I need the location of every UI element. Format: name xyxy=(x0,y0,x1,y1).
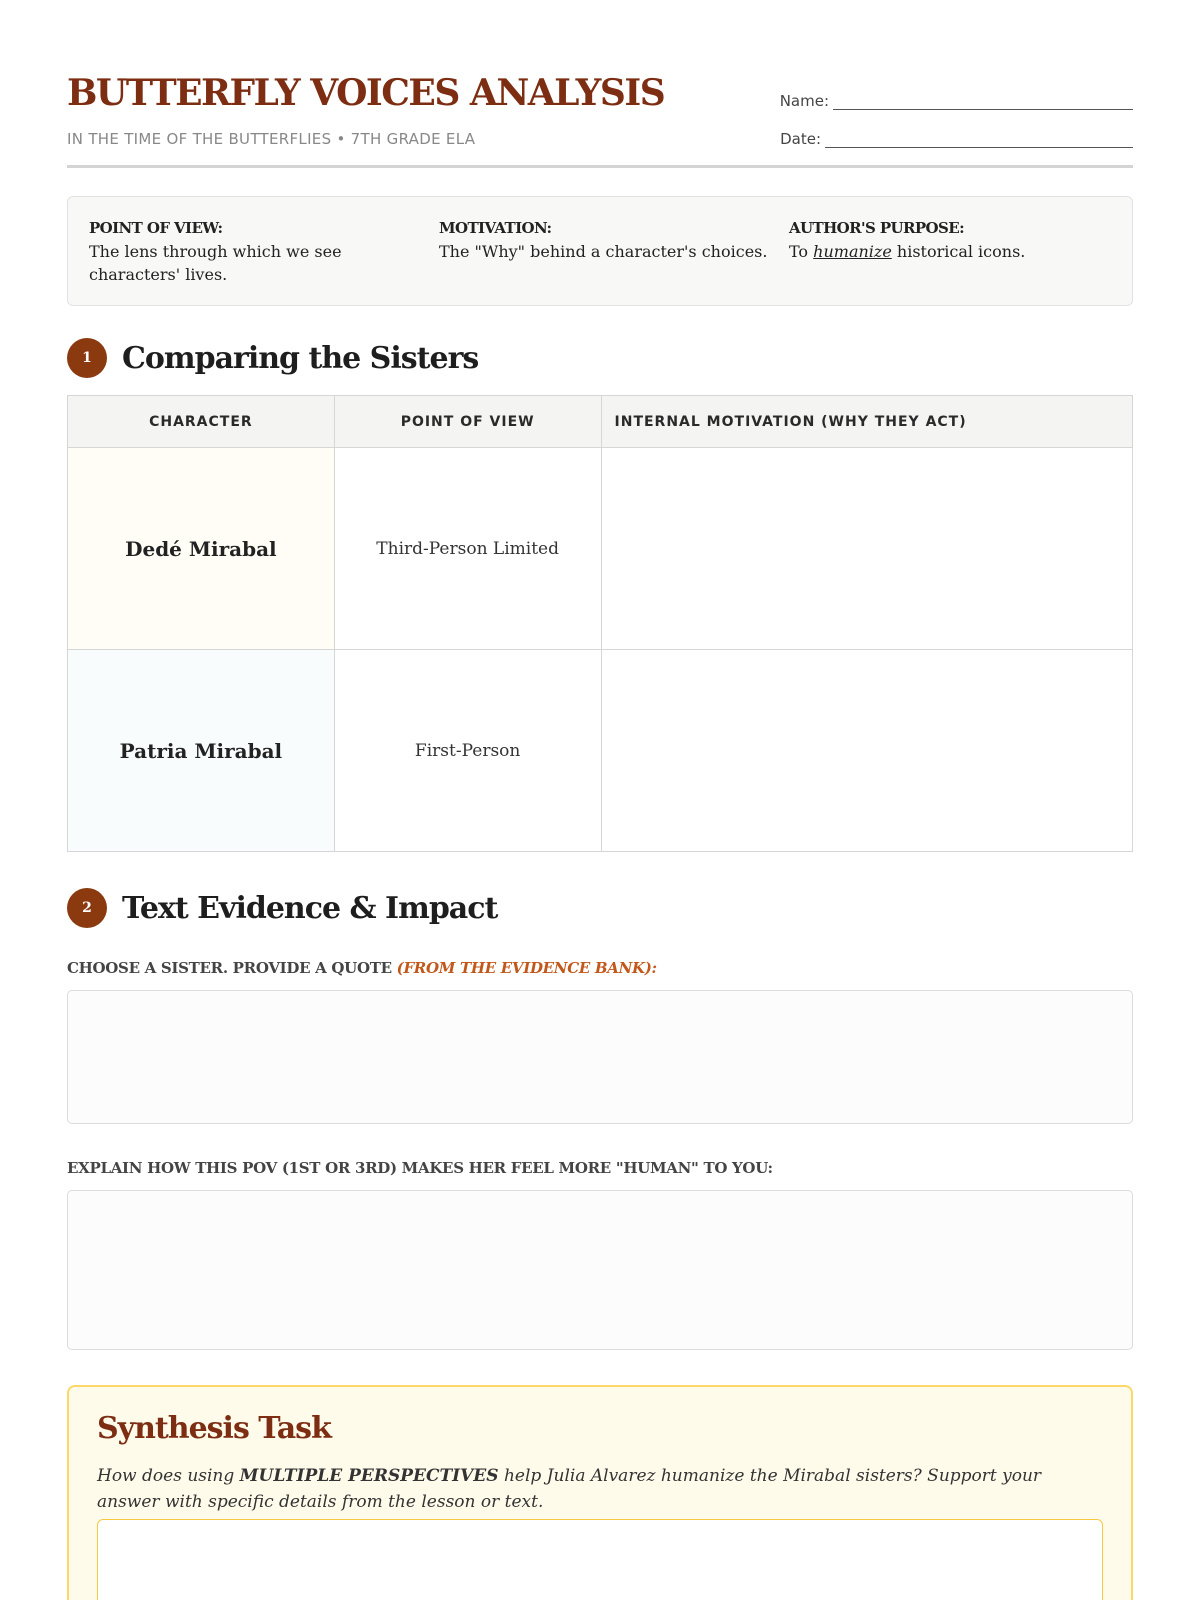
quote-answer-box[interactable] xyxy=(67,990,1133,1124)
quote-prompt-text: CHOOSE A SISTER. PROVIDE A QUOTE xyxy=(67,959,392,977)
worksheet-subtitle: IN THE TIME OF THE BUTTERFLIES • 7TH GRADE ELA xyxy=(67,130,476,148)
definition-emphasis: humanize xyxy=(813,242,892,261)
definition-point-of-view xyxy=(89,217,359,286)
comparison-table xyxy=(67,395,1133,852)
synthesis-title: Synthesis Task xyxy=(97,1411,331,1446)
quote-prompt-colon: : xyxy=(651,959,657,977)
table-header-row xyxy=(68,396,1133,448)
column-header-motivation: INTERNAL MOTIVATION (WHY THEY ACT) xyxy=(601,396,1132,448)
synthesis-text-after: help Julia Alvarez humanize the Mirabal sisters? Support your answer with specific details from the lesson or text. xyxy=(97,1466,1042,1512)
character-cell: Dedé Mirabal xyxy=(68,448,335,650)
definition-text: The lens through which we see characters' lives. xyxy=(89,242,342,284)
worksheet-title: BUTTERFLY VOICES ANALYSIS xyxy=(67,72,665,114)
date-line[interactable] xyxy=(825,132,1133,148)
section-1-heading xyxy=(67,338,478,378)
pov-cell: First-Person xyxy=(334,650,601,852)
definition-motivation xyxy=(439,217,769,263)
name-field[interactable] xyxy=(780,92,1133,110)
section-number-badge: 2 xyxy=(67,888,107,928)
date-label: Date: xyxy=(780,130,821,148)
section-number-badge: 1 xyxy=(67,338,107,378)
motivation-answer-cell[interactable] xyxy=(601,650,1132,852)
name-line[interactable] xyxy=(833,94,1133,110)
quote-prompt xyxy=(67,959,657,977)
definition-prefix: To xyxy=(789,242,809,261)
character-cell: Patria Mirabal xyxy=(68,650,335,852)
definition-suffix: historical icons. xyxy=(896,242,1026,261)
date-field[interactable] xyxy=(780,130,1133,148)
section-title: Text Evidence & Impact xyxy=(122,890,498,926)
table-row xyxy=(68,650,1133,852)
name-label: Name: xyxy=(779,92,829,110)
section-2-heading xyxy=(67,888,497,928)
synthesis-text-bold: MULTIPLE PERSPECTIVES xyxy=(239,1466,499,1486)
definitions-box xyxy=(67,196,1133,306)
section-title: Comparing the Sisters xyxy=(122,340,479,376)
motivation-answer-cell[interactable] xyxy=(601,448,1132,650)
table-row xyxy=(68,448,1133,650)
definition-term: AUTHOR'S PURPOSE: xyxy=(789,219,965,237)
synthesis-answer-box[interactable] xyxy=(97,1519,1103,1600)
pov-explain-answer-box[interactable] xyxy=(67,1190,1133,1350)
pov-explain-prompt: EXPLAIN HOW THIS POV (1ST OR 3RD) MAKES HER FEEL MORE "HUMAN" TO YOU: xyxy=(67,1159,773,1177)
definition-term: POINT OF VIEW: xyxy=(89,219,223,237)
column-header-character: CHARACTER xyxy=(68,396,335,448)
synthesis-task-box xyxy=(67,1385,1133,1600)
synthesis-text-before: How does using xyxy=(97,1466,235,1486)
definition-authors-purpose xyxy=(789,217,1119,263)
worksheet-header xyxy=(67,70,1133,168)
quote-prompt-accent: (FROM THE EVIDENCE BANK) xyxy=(396,959,652,977)
synthesis-prompt xyxy=(97,1463,1087,1515)
definition-text: The "Why" behind a character's choices. xyxy=(439,242,768,261)
column-header-pov: POINT OF VIEW xyxy=(334,396,601,448)
pov-cell: Third-Person Limited xyxy=(334,448,601,650)
definition-term: MOTIVATION: xyxy=(439,219,552,237)
